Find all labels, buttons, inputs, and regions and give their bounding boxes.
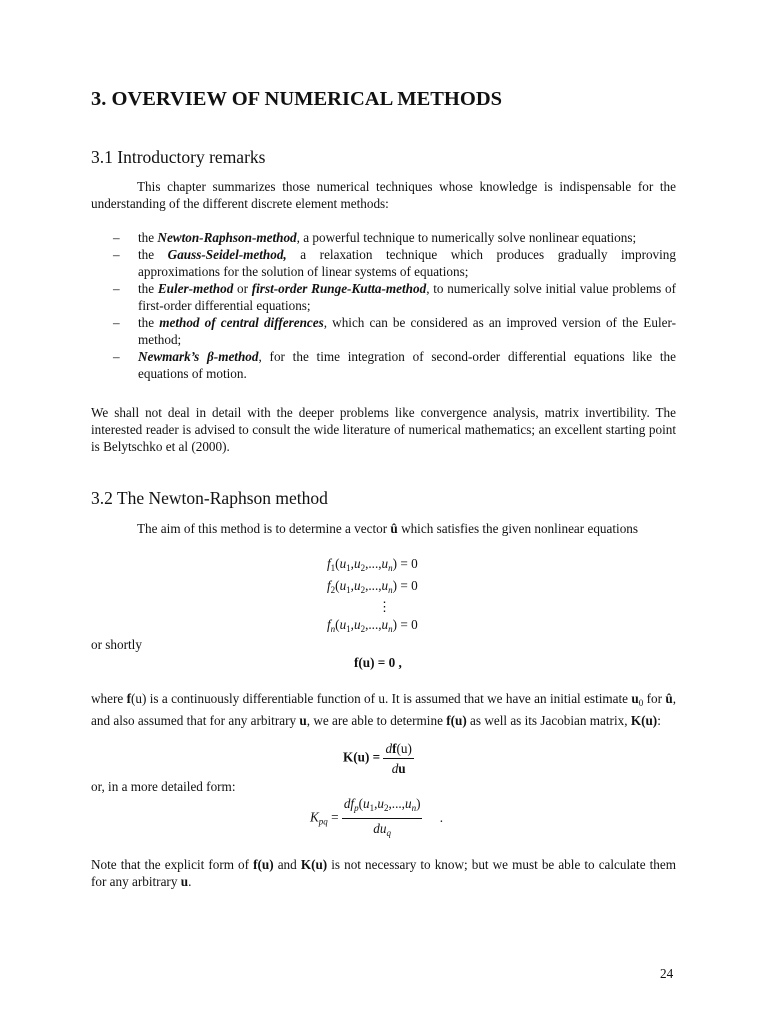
vertical-ellipsis: ⋮: [378, 599, 392, 614]
list-item: – Newmark’s β-method, for the time integration of second-order differential equations like the equations of motion.: [113, 349, 676, 381]
dash-marker: –: [113, 349, 120, 364]
chapter-title: 3. OVERVIEW OF NUMERICAL METHODS: [91, 88, 503, 110]
closing-paragraph: We shall not deal in detail with the deeper problems like convergence analysis, matrix invertibility. The interested reader is advised to consult the wide literature of numerical mathematics; an excellent starting point is Belytschko et al (2000).: [91, 405, 676, 454]
list-item: – the Newton-Raphson-method, a powerful technique to numerically solve nonlinear equations;: [113, 230, 637, 245]
note-paragraph: Note that the explicit form of f(u) and K(u) is not necessary to know; but we must be able to calculate them for any arbitrary u.: [91, 857, 676, 889]
fraction-df-du: $\frac{df(u)}{du}$: [385, 741, 412, 776]
method-name: method of central differences: [159, 315, 324, 330]
list-item: – the Euler-method or first-order Runge-Kutta-method, to numerically solve initial value problems of first-order differential equations;: [113, 281, 676, 313]
or-shortly-text: or shortly: [91, 637, 142, 652]
dash-marker: –: [113, 281, 120, 296]
equation-fn: $f_n(u_1,u_2,...,u_n) = 0$: [327, 617, 418, 634]
fraction-dfp-duq: $\frac{df_p(u_1,u_2,...,u_n)}{du_q}$: [343, 796, 421, 838]
equation-f1: $f_1(u_1,u_2,...,u_n) = 0$: [327, 556, 418, 573]
equation-f2: $f_2(u_1,u_2,...,u_n) = 0$: [327, 578, 418, 595]
method-name: Gauss-Seidel-method,: [167, 247, 287, 262]
equation-f-u-zero: f(u) = 0 ,: [354, 655, 402, 670]
method-name: first-order Runge-Kutta-method: [251, 281, 427, 296]
page-number: 24: [660, 966, 674, 981]
dash-marker: –: [113, 247, 120, 262]
or-detailed-text: or, in a more detailed form:: [91, 779, 236, 794]
method-name: Newton-Raphson-method: [157, 230, 297, 245]
dash-marker: –: [113, 230, 120, 245]
equation-jacobian-detailed: $K_{pq}$ = $\frac{df_p(u_1,u_2,...,u_n)}{du_q}$ .: [310, 795, 443, 842]
dash-marker: –: [113, 315, 120, 330]
list-item: – the method of central differences, which can be considered as an improved version of the Euler-method;: [113, 315, 676, 347]
u-hat-symbol: û: [390, 521, 398, 536]
method-name: Euler-method: [157, 281, 234, 296]
where-paragraph: where f(u) is a continuously differentiable function of u. It is assumed that we have an initial estimate $u_0$ for û, and also assumed that for any arbitrary u, we are able to determine f(u) as well as its Jacobian matrix, K(u):: [91, 691, 676, 728]
list-item: – the Gauss-Seidel-method, a relaxation technique which produces gradually improving approximations for the solution of linear systems of equations;: [113, 247, 676, 279]
method-name: Newmark’s β-method: [138, 349, 259, 364]
section-3-2-title: 3.2 The Newton-Raphson method: [91, 488, 328, 508]
aim-paragraph: The aim of this method is to determine a vector û which satisfies the given nonlinear equations: [137, 521, 639, 536]
equation-jacobian: K(u) = $\frac{df(u)}{du}$: [343, 741, 412, 776]
methods-list: [91, 229, 676, 382]
intro-paragraph: This chapter summarizes those numerical techniques whose knowledge is indispensable for the understanding of the different discrete element methods:: [91, 179, 676, 211]
section-3-1-title: 3.1 Introductory remarks: [91, 147, 266, 167]
